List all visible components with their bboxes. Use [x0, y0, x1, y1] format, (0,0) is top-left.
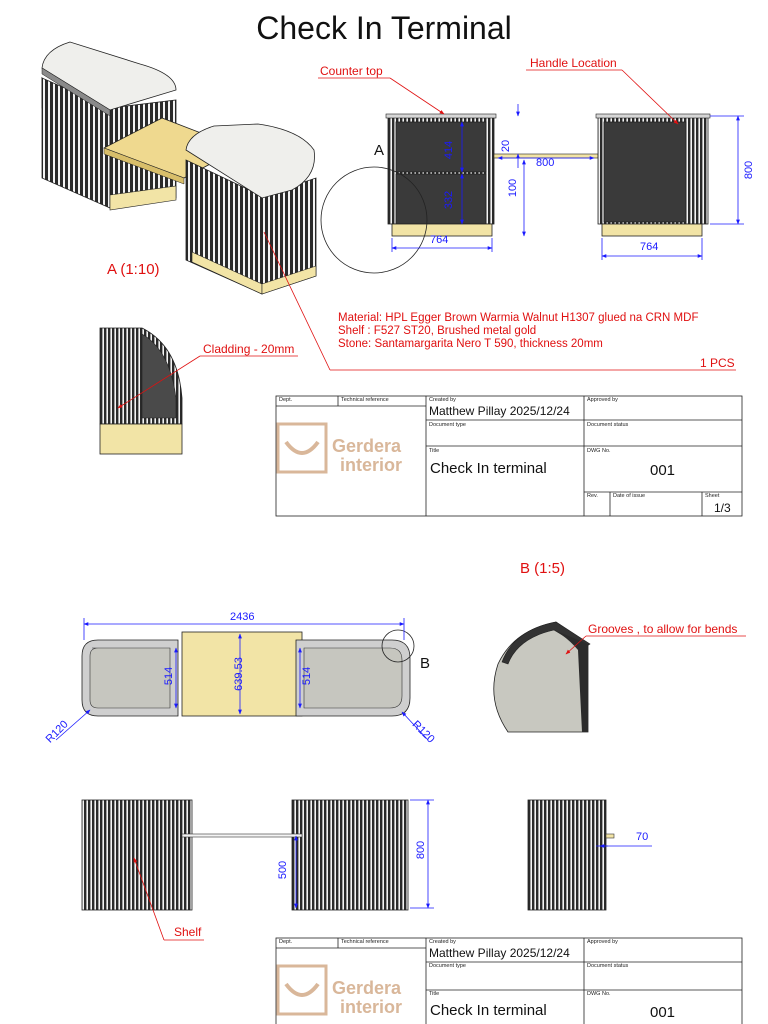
tb2-docstatus-label: Document status: [587, 963, 629, 969]
tb2-approvedby-label: Approved by: [587, 939, 618, 945]
tb2-doctype-label: Document type: [429, 963, 466, 969]
tb1-rev-label: Rev.: [587, 493, 598, 499]
dim-2436: 2436: [230, 611, 255, 623]
dim-500: 500: [277, 860, 290, 880]
tb1-createdby-value: Matthew Pillay 2025/12/24: [429, 404, 570, 418]
tb1-dwgno-value: 001: [650, 462, 676, 479]
tb1-doctype-label: Document type: [429, 422, 466, 428]
callout-handle-location: Handle Location: [530, 56, 617, 70]
tb1-techref-label: Technical reference: [341, 397, 389, 403]
elevation-view-a: [321, 104, 744, 273]
tb2-createdby-label: Created by: [429, 939, 456, 945]
dim-800-height: 800: [743, 160, 756, 180]
detail-b-label: B (1:5): [520, 560, 566, 577]
tb1-logo-text-1: Gerdera: [332, 436, 402, 456]
tb1-logo-text-2: interior: [340, 455, 403, 475]
dim-100: 100: [507, 178, 520, 198]
tb1-title-value: Check In terminal: [430, 460, 547, 477]
callout-grooves: Grooves , to allow for bends: [588, 622, 738, 636]
dim-70: 70: [636, 831, 649, 843]
tb1-sheet-value: 1/3: [714, 501, 731, 515]
tb2-logo-text-2: interior: [340, 997, 403, 1017]
detail-b-view: [494, 622, 590, 732]
tb2-logo-text-1: Gerdera: [332, 978, 402, 998]
logo-2: [278, 966, 326, 1014]
tb1-sheet-label: Sheet: [705, 493, 720, 499]
isometric-view: [42, 42, 316, 294]
tb2-title-value: Check In terminal: [430, 1002, 547, 1019]
dim-639: 639.53: [232, 657, 245, 691]
dim-r120-left: R120: [43, 718, 71, 746]
note-shelf: Shelf : F527 ST20, Brushed metal gold: [338, 325, 537, 337]
tb1-dept-label: Dept.: [279, 397, 293, 403]
callout-cladding: Cladding - 20mm: [203, 342, 295, 356]
callout-shelf: Shelf: [174, 925, 202, 939]
front-elevation-view: [82, 800, 652, 910]
tb1-dateissue-label: Date of issue: [613, 493, 646, 499]
tb1-createdby-label: Created by: [429, 397, 456, 403]
dim-r120-right: R120: [409, 718, 437, 746]
tb2-dwgno-label: DWG No.: [587, 991, 611, 997]
logo-1: [278, 424, 326, 472]
tb1-approvedby-label: Approved by: [587, 397, 618, 403]
tb2-createdby-value: Matthew Pillay 2025/12/24: [429, 946, 570, 960]
dim-332: 332: [443, 190, 456, 210]
tb2-dwgno-value: 001: [650, 1004, 676, 1021]
dim-800-gap: 800: [536, 157, 555, 169]
dim-764-right: 764: [640, 241, 659, 253]
tb1-title-label: Title: [429, 448, 440, 454]
dim-514-left: 514: [163, 666, 176, 686]
tb2-title-label: Title: [429, 991, 440, 997]
note-material: Material: HPL Egger Brown Warmia Walnut H1307 glued na CRN MDF: [338, 312, 699, 324]
detail-b-marker: B: [420, 655, 431, 672]
dim-414: 414: [443, 140, 456, 160]
dim-514-right: 514: [301, 666, 314, 686]
cladding-section-view: [100, 328, 182, 454]
dim-764-left: 764: [430, 234, 449, 246]
dim-800-front: 800: [415, 840, 428, 860]
note-stone: Stone: Santamargarita Nero T 590, thickness 20mm: [338, 338, 603, 350]
callout-counter-top: Counter top: [320, 64, 383, 78]
page-title: Check In Terminal: [256, 10, 512, 46]
tb1-docstatus-label: Document status: [587, 422, 629, 428]
tb2-dept-label: Dept.: [279, 939, 293, 945]
tb1-dwgno-label: DWG No.: [587, 448, 611, 454]
material-notes: [338, 312, 698, 351]
tb2-techref-label: Technical reference: [341, 939, 389, 945]
dim-20: 20: [500, 139, 513, 153]
iso-view-label: A (1:10): [107, 261, 160, 278]
detail-a-marker: A: [374, 142, 385, 159]
callout-pcs: 1 PCS: [700, 356, 735, 370]
